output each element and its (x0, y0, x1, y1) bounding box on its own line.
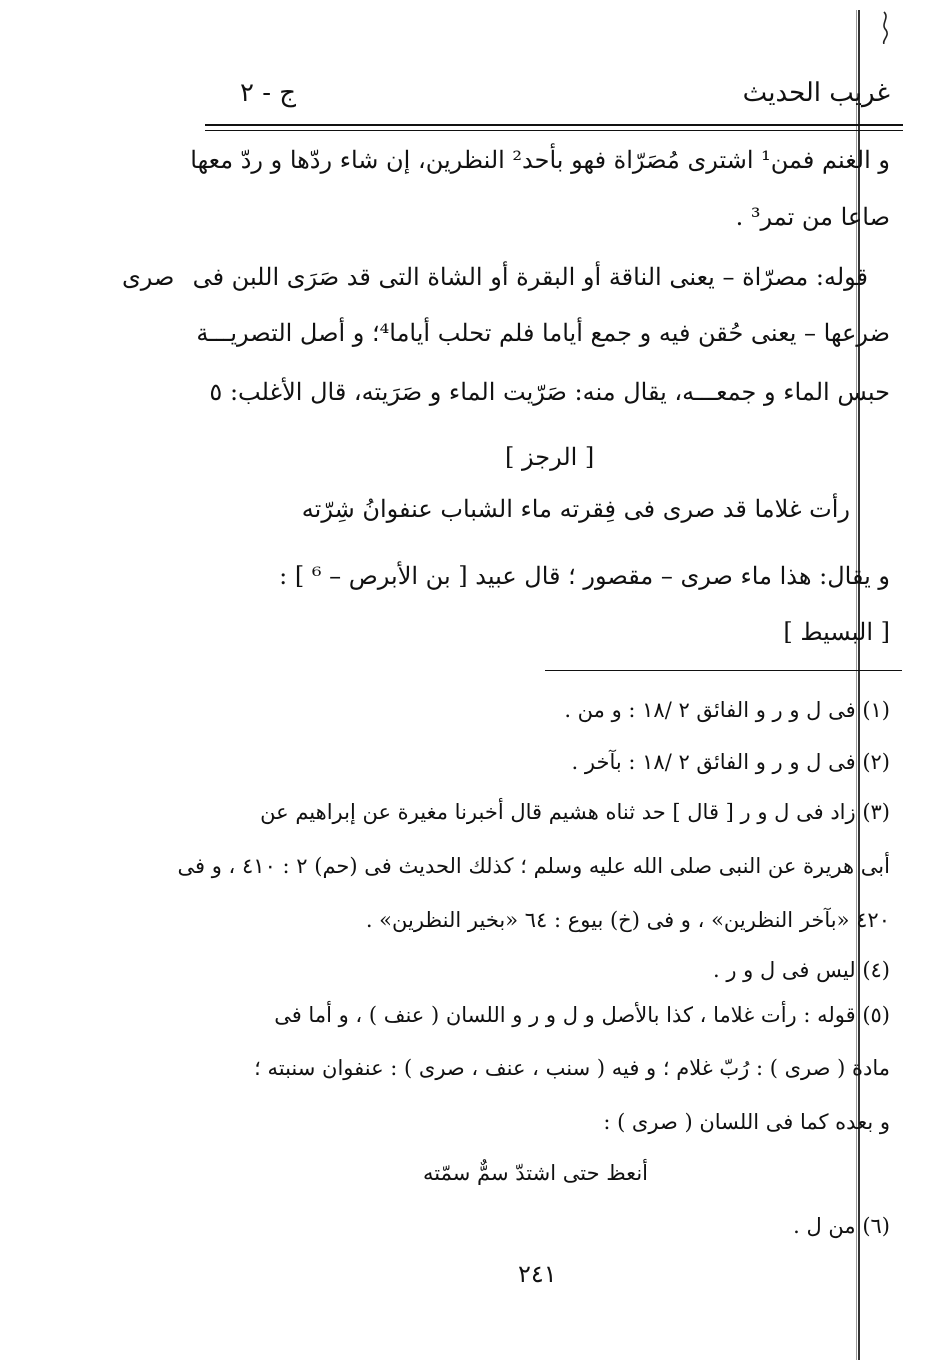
footnote: (٣) زاد فى ل و ر [ قال ] حد ثناه هشيم قال أخبرنا مغيرة عن إبراهيم عن (260, 800, 890, 824)
footnote: أبى هريرة عن النبى صلى الله عليه وسلم ؛ كذلك الحديث فى (حم) ٢ : ٤١٠ ، و فى (177, 854, 890, 878)
meter-label: [ الرجز ] (505, 443, 595, 471)
footnote: (٢) فى ل و ر و الفائق ٢ /١٨ : بآخر . (571, 750, 890, 774)
volume-label: ج - ٢ (240, 78, 297, 108)
scan-margin-mark (876, 10, 894, 44)
body-line: ضرعها – يعنى حُقن فيه و جمع أياما فلم تحلب أياما⁴؛ و أصل التصريـــة (196, 319, 890, 347)
header-rule-top (205, 124, 903, 126)
footnote: (٦) من ل . (793, 1214, 890, 1238)
body-line: حبس الماء و جمعـــه، يقال منه: صَرّيت الماء و صَرَيته، قال الأغلب: ٥ (209, 378, 890, 406)
body-line: و يقال: هذا ماء صرى – مقصور ؛ قال عبيد [ بن الأبرص – ⁶ ] : (279, 562, 890, 590)
footnote: مادة ( صرى ) : رُبّ غلام ؛ و فيه ( سنب ، عنف ، صرى ) : عنفوان سنبته ؛ (254, 1056, 890, 1080)
footnote: (٥) قوله : رأت غلاما ، كذا بالأصل و ل و ر و اللسان ( عنف ) ، و أما فى (274, 1003, 890, 1027)
body-line: صاعا من تمر³ . (735, 203, 890, 231)
page-number: ٢٤١ (518, 1260, 557, 1288)
footnote: و بعده كما فى اللسان ( صرى ) : (603, 1110, 890, 1134)
body-line: و الغنم فمن¹ اشترى مُصَرّاة فهو بأحد² النظرين، إن شاء ردّها و ردّ معها (190, 146, 890, 174)
running-title: غريب الحديث (742, 78, 890, 108)
header-rule-bottom (205, 130, 903, 131)
footnote: (١) فى ل و ر و الفائق ٢ /١٨ : و من . (564, 698, 890, 722)
footnote: (٤) ليس فى ل و ر . (713, 958, 890, 982)
footnote-verse: أنعظ حتى اشتدّ سمٌّ سمّته (423, 1161, 648, 1185)
footnote-rule (545, 670, 902, 671)
verse-line: رأت غلاما قد صرى فى فِقرته ماء الشباب عنفوانُ شِرّته (301, 495, 850, 523)
meter-label: [ البسيط ] (783, 618, 890, 646)
margin-keyword: صرى (122, 263, 175, 291)
footnote: ٤٢٠ «بآخر النظرين» ، و فى (خ) بيوع : ٦٤ «بخير النظرين» . (365, 908, 890, 932)
body-line: قوله: مصرّاة – يعنى الناقة أو البقرة أو الشاة التى قد صَرَى اللبن فى (192, 263, 868, 291)
